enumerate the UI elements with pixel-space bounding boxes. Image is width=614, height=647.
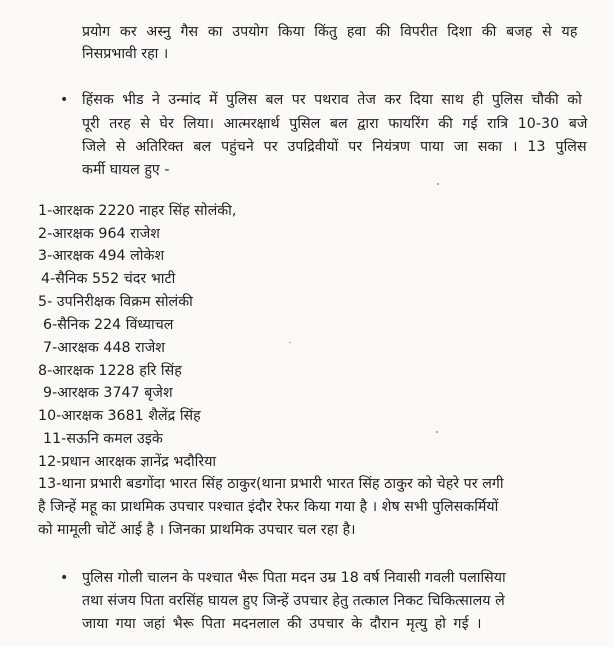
para2-line-3: जाया गया जहां भैरू पिता मदनलाल की उपचार के दौरान मृत्‍यु हो गई । xyxy=(82,616,482,632)
injured-item: 4-सैनिक 552 चंदर भाटी xyxy=(41,271,176,287)
intro-line-1: प्रयोग कर अस्‍नु गैस का उपयोग किया किंतु हवा की विपरीत दिशा की बजह से यह xyxy=(82,24,578,40)
scan-speck xyxy=(436,431,438,433)
injured-item: 1-आरक्षक 2220 नाहर सिंह सोलंकी, xyxy=(38,203,237,219)
scan-speck xyxy=(289,342,291,343)
para1-line-3: जिले से अतिरिक्‍त बल पहुंचने पर उपद्रिवीयों पर नियंत्रण पाया जा सका । 13 पुलिस xyxy=(82,139,587,155)
injured-item: 12-प्रधान आरक्षक ज्ञानेंद्र भदौरिया xyxy=(38,454,217,470)
bullet-icon: • xyxy=(60,570,69,586)
injured-item: 10-आरक्षक 3681 शैलेंद्र सिंह xyxy=(38,408,201,424)
item13-line-2: है जिन्‍हें महू का प्राथमिक उपचार पश्चात इंदौर रेफर किया गया है । शेष सभी पुलिसकर्मियों xyxy=(38,499,499,515)
item13-line-3: को मामूली चोटें आई है । जिनका प्राथमिक उपचार चल रहा है। xyxy=(38,522,356,538)
injured-item: 11-सऊनि कमल उइके xyxy=(43,431,163,447)
injured-item: 2-आरक्षक 964 राजेश xyxy=(38,226,160,242)
para2-line-2: तथा संजय पिता वरसिंह घायल हुए जिन्‍हें उपचार हेतु तत्‍काल निकट चिकित्‍सालय ले xyxy=(82,593,505,609)
injured-item: 5- उपनिरीक्षक विक्रम सोलंकी xyxy=(38,294,193,310)
para2-line-1: पुलिस गोली चालन के पश्चात भैरू पिता मदन उम्र 18 वर्ष निवासी गवली पलासिया xyxy=(82,570,506,586)
para1-line-2: पूरी तरह से घेर लिया। आत्‍मरक्षार्थ पुसिल बल द्वारा फायरिंग की गई रात्रि 10-30 बजे xyxy=(82,116,588,132)
para1-line-1: हिंसक भीड ने उन्‍मांद में पुलिस बल पर पथराव तेज कर दिया साथ ही पुलिस चौकी को xyxy=(82,92,582,108)
injured-item: 8-आरक्षक 1228 हरि सिंह xyxy=(38,363,182,379)
intro-line-2: निसप्रभावी रहा । xyxy=(82,46,169,62)
injured-item: 6-सैनिक 224 विंध्‍याचल xyxy=(43,317,174,333)
injured-item: 3-आरक्षक 494 लोकेश xyxy=(38,248,165,264)
injured-item: 7-आरक्षक 448 राजेश xyxy=(43,340,165,356)
bullet-icon: • xyxy=(60,92,69,108)
injured-item: 9-आरक्षक 3747 बृजेश xyxy=(43,385,173,401)
item13-line-1: 13-थाना प्रभारी बडगोंदा भारत सिंह ठाकुर(थाना प्रभारी भारत सिंह ठाकुर को चेहरे पर लगी xyxy=(38,476,504,492)
para1-line-4: कर्मी घायल हुए - xyxy=(82,162,170,178)
scan-speck xyxy=(437,183,439,185)
